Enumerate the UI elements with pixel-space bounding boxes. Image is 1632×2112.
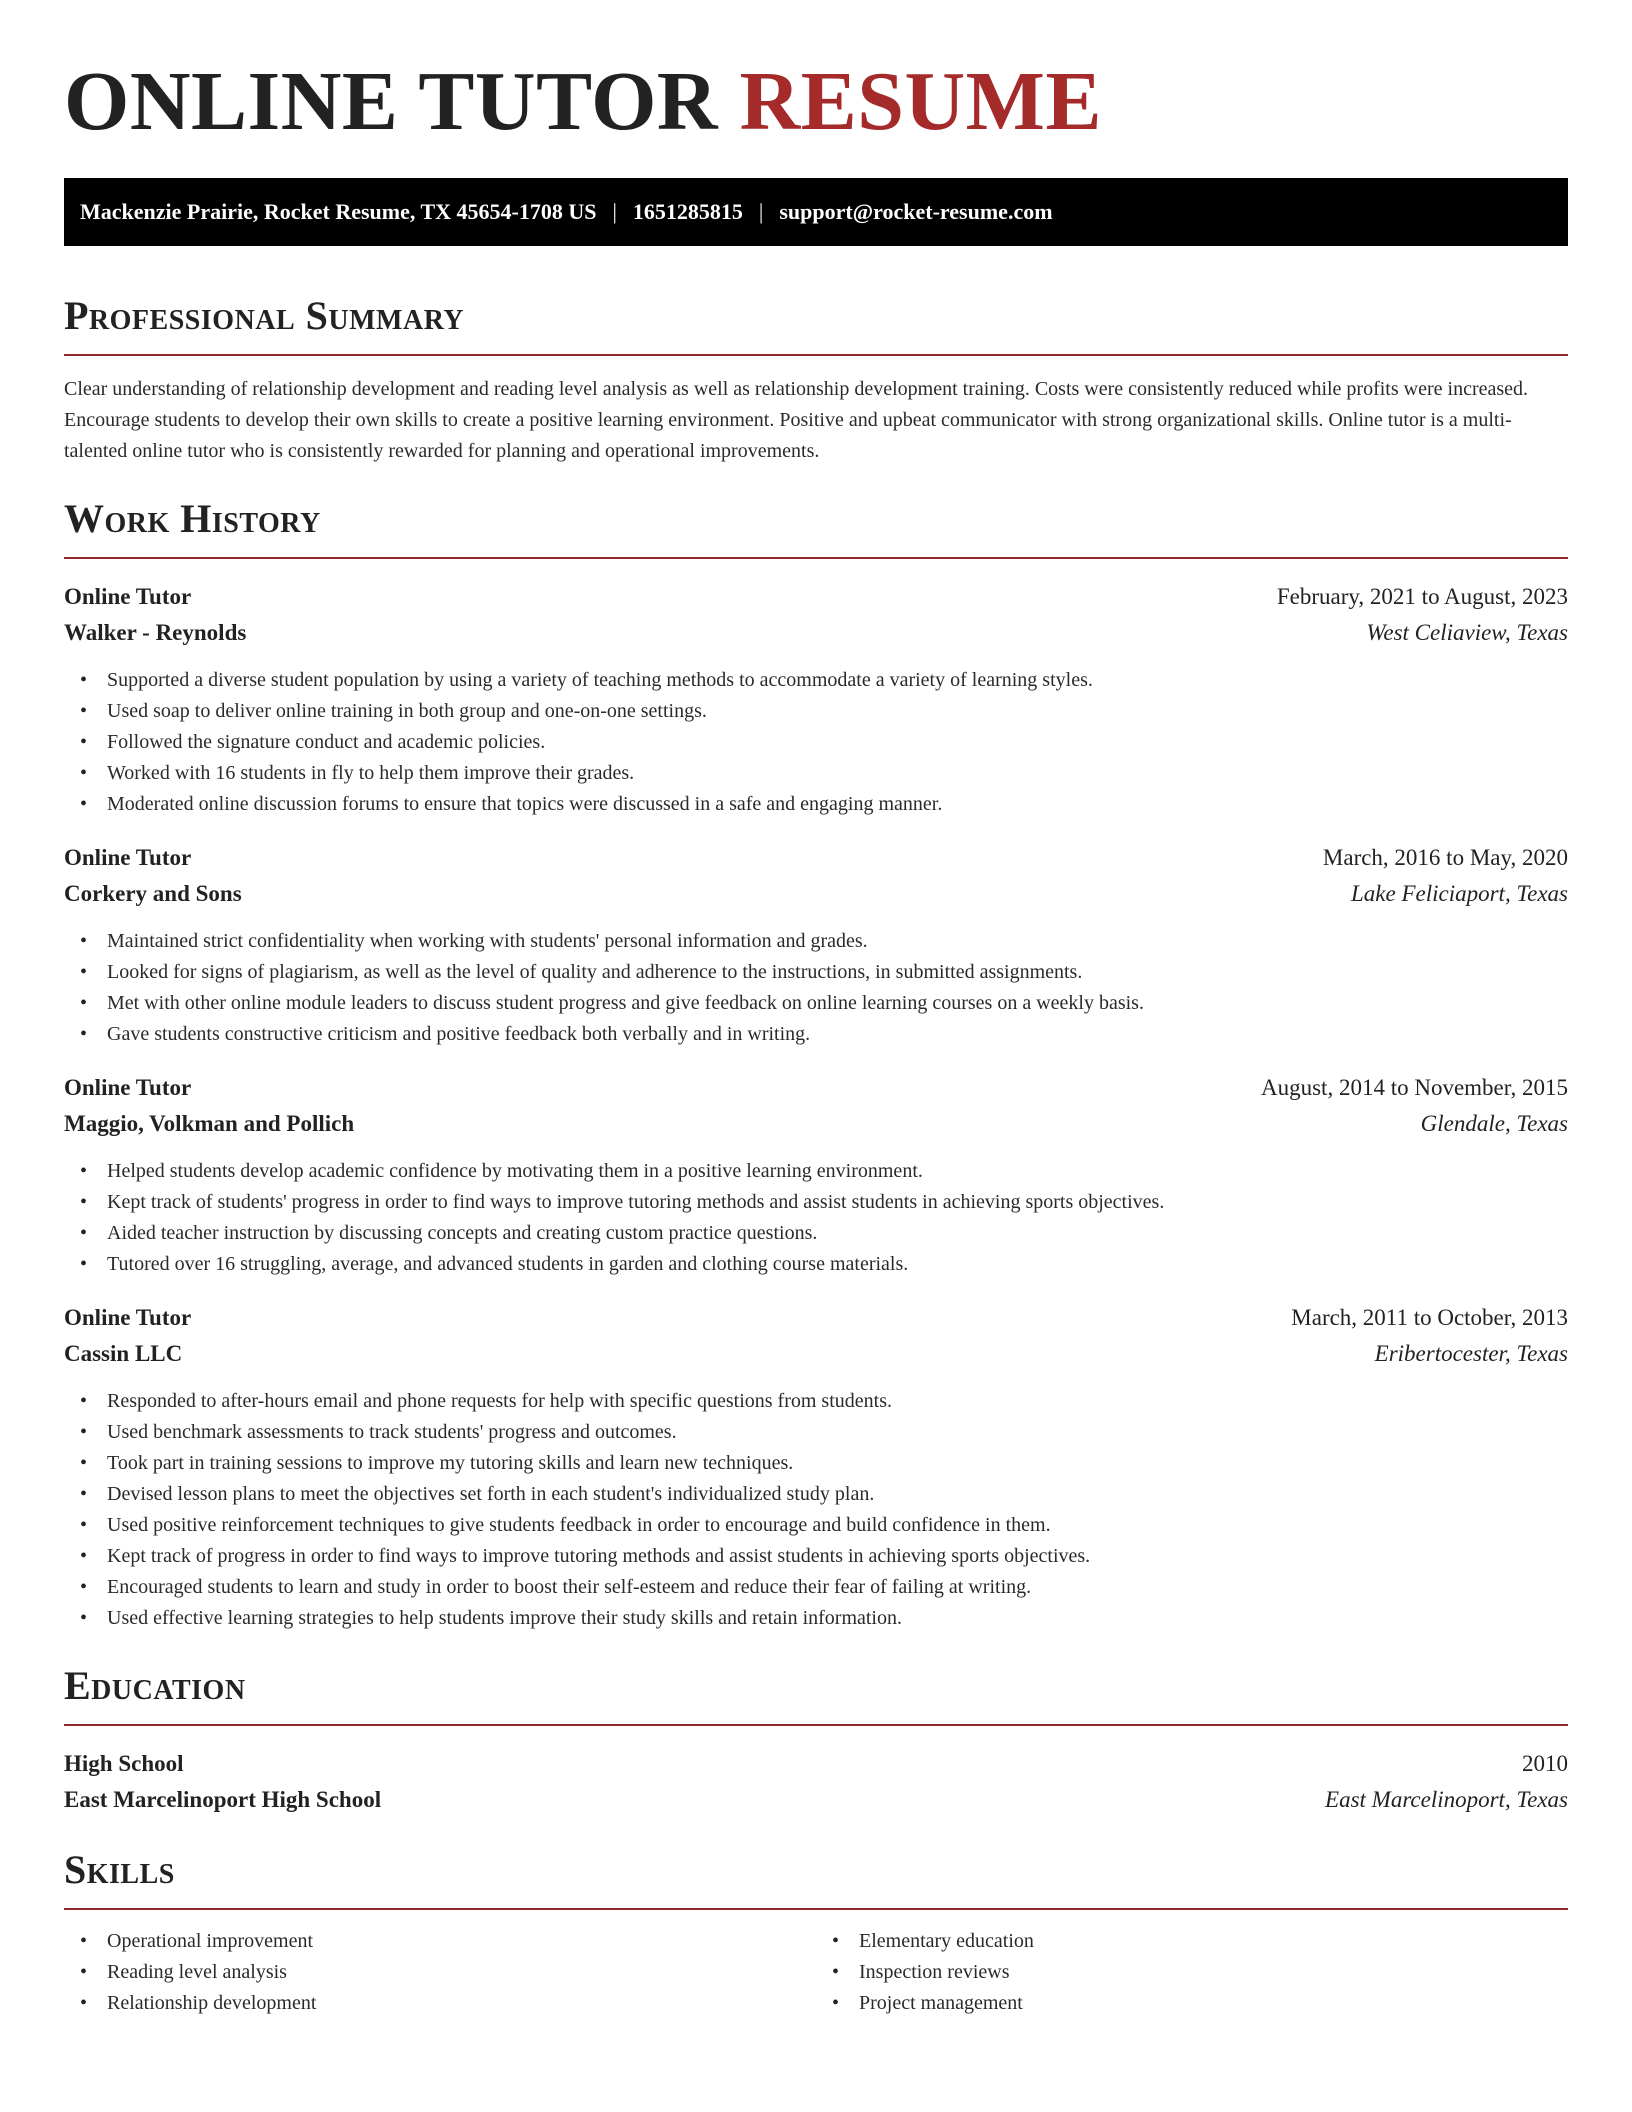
- contact-separator: |: [758, 199, 764, 224]
- skills-grid: [64, 1926, 1568, 2019]
- job-company: Walker - Reynolds: [64, 620, 247, 645]
- work-history-heading: Work History: [64, 496, 321, 541]
- skills-column-left: [64, 1926, 816, 2019]
- job-dates: August, 2014 to November, 2015: [1261, 1075, 1568, 1100]
- job-duty-item: • Helped students develop academic confidence by motivating them in a positive learning environment.: [64, 1156, 1568, 1187]
- job-company: Corkery and Sons: [64, 881, 242, 906]
- section-divider: [64, 354, 1568, 356]
- job-entry: [64, 1300, 1568, 1634]
- title-main: ONLINE TUTOR: [64, 55, 719, 148]
- job-duty-item: • Looked for signs of plagiarism, as well as the level of quality and adherence to the instructions, in submitted assignments.: [64, 957, 1568, 988]
- skills-column-right: [816, 1926, 1568, 2019]
- skill-item: • Operational improvement: [64, 1926, 816, 1957]
- job-duties-list: [64, 665, 1568, 820]
- job-duty-item: • Aided teacher instruction by discussing concepts and creating custom practice questions.: [64, 1218, 1568, 1249]
- skills-list-left: [64, 1926, 816, 2019]
- skill-item: • Relationship development: [64, 1988, 816, 2019]
- skill-item: • Elementary education: [816, 1926, 1568, 1957]
- job-duty-item: • Supported a diverse student population by using a variety of teaching methods to accommodate a variety of learning styles.: [64, 665, 1568, 696]
- title-accent: RESUME: [739, 55, 1102, 148]
- job-duty-item: • Followed the signature conduct and academic policies.: [64, 727, 1568, 758]
- job-duty-item: • Used benchmark assessments to track students' progress and outcomes.: [64, 1417, 1568, 1448]
- job-title: Online Tutor: [64, 1305, 192, 1330]
- job-duty-item: • Took part in training sessions to improve my tutoring skills and learn new techniques.: [64, 1448, 1568, 1479]
- job-dates: March, 2016 to May, 2020: [1322, 845, 1568, 870]
- job-duty-item: • Kept track of students' progress in order to find ways to improve tutoring methods and assist students in achieving sports objectives.: [64, 1187, 1568, 1218]
- job-entry: [64, 1070, 1568, 1280]
- job-title: Online Tutor: [64, 584, 192, 609]
- job-dates: February, 2021 to August, 2023: [1276, 584, 1568, 609]
- job-company: Maggio, Volkman and Pollich: [64, 1111, 355, 1136]
- education-entry: [64, 1746, 1568, 1818]
- resume-title: [64, 54, 1568, 150]
- summary-text: Clear understanding of relationship development and reading level analysis as well as relationship development training. Costs were consistently reduced while profits were increased. Encourage students to develop their own skills to create a positive learning environment. Positive and upbeat communicator with strong organizational skills. Online tutor is a multi-talented online tutor who is consistently rewarded for planning and operational improvements.: [64, 378, 1529, 462]
- skill-item: • Inspection reviews: [816, 1957, 1568, 1988]
- job-location: Glendale, Texas: [1420, 1111, 1568, 1136]
- job-duty-item: • Kept track of progress in order to find ways to improve tutoring methods and assist students in achieving sports objectives.: [64, 1541, 1568, 1572]
- job-location: Eribertocester, Texas: [1374, 1341, 1568, 1366]
- skills-list-right: [816, 1926, 1568, 2019]
- job-duty-item: • Met with other online module leaders to discuss student progress and give feedback on online learning courses on a weekly basis.: [64, 988, 1568, 1019]
- job-list: [64, 579, 1568, 1634]
- job-duty-item: • Responded to after-hours email and phone requests for help with specific questions from students.: [64, 1386, 1568, 1417]
- contact-phone: 1651285815: [632, 199, 743, 224]
- contact-address: Mackenzie Prairie, Rocket Resume, TX 45654-1708 US: [80, 199, 597, 224]
- skill-item: • Reading level analysis: [64, 1957, 816, 1988]
- education-year: 2010: [1522, 1751, 1568, 1776]
- job-duty-item: • Devised lesson plans to meet the objectives set forth in each student's individualized study plan.: [64, 1479, 1568, 1510]
- section-divider: [64, 1724, 1568, 1726]
- job-duties-list: [64, 926, 1568, 1050]
- job-duty-item: • Worked with 16 students in fly to help them improve their grades.: [64, 758, 1568, 789]
- job-location: West Celiaview, Texas: [1366, 620, 1568, 645]
- contact-bar: [64, 178, 1568, 246]
- job-duty-item: • Gave students constructive criticism and positive feedback both verbally and in writing.: [64, 1019, 1568, 1050]
- job-duty-item: • Tutored over 16 struggling, average, and advanced students in garden and clothing course materials.: [64, 1249, 1568, 1280]
- job-duty-item: • Encouraged students to learn and study in order to boost their self-esteem and reduce their fear of failing at writing.: [64, 1572, 1568, 1603]
- job-location: Lake Feliciaport, Texas: [1351, 881, 1568, 906]
- job-title: Online Tutor: [64, 1075, 192, 1100]
- job-duty-item: • Used positive reinforcement techniques to give students feedback in order to encourage and build confidence in them.: [64, 1510, 1568, 1541]
- section-divider: [64, 1908, 1568, 1910]
- job-duties-list: [64, 1386, 1568, 1634]
- job-duty-item: • Used soap to deliver online training in both group and one-on-one settings.: [64, 696, 1568, 727]
- job-title: Online Tutor: [64, 845, 192, 870]
- education-heading: Education: [64, 1663, 246, 1708]
- job-dates: March, 2011 to October, 2013: [1291, 1305, 1568, 1330]
- summary-heading: Professional Summary: [64, 293, 465, 338]
- job-duty-item: • Used effective learning strategies to help students improve their study skills and retain information.: [64, 1603, 1568, 1634]
- education-school: East Marcelinoport High School: [64, 1787, 382, 1812]
- section-divider: [64, 557, 1568, 559]
- job-company: Cassin LLC: [64, 1341, 183, 1366]
- education-degree: High School: [64, 1751, 184, 1776]
- skill-item: • Project management: [816, 1988, 1568, 2019]
- skills-heading: Skills: [64, 1847, 175, 1892]
- job-entry: [64, 579, 1568, 820]
- job-entry: [64, 840, 1568, 1050]
- job-duties-list: [64, 1156, 1568, 1280]
- job-duty-item: • Maintained strict confidentiality when working with students' personal information and grades.: [64, 926, 1568, 957]
- contact-separator: |: [612, 199, 617, 224]
- job-duty-item: • Moderated online discussion forums to ensure that topics were discussed in a safe and engaging manner.: [64, 789, 1568, 820]
- contact-email: support@rocket-resume.com: [779, 199, 1053, 224]
- education-location: East Marcelinoport, Texas: [1325, 1787, 1568, 1812]
